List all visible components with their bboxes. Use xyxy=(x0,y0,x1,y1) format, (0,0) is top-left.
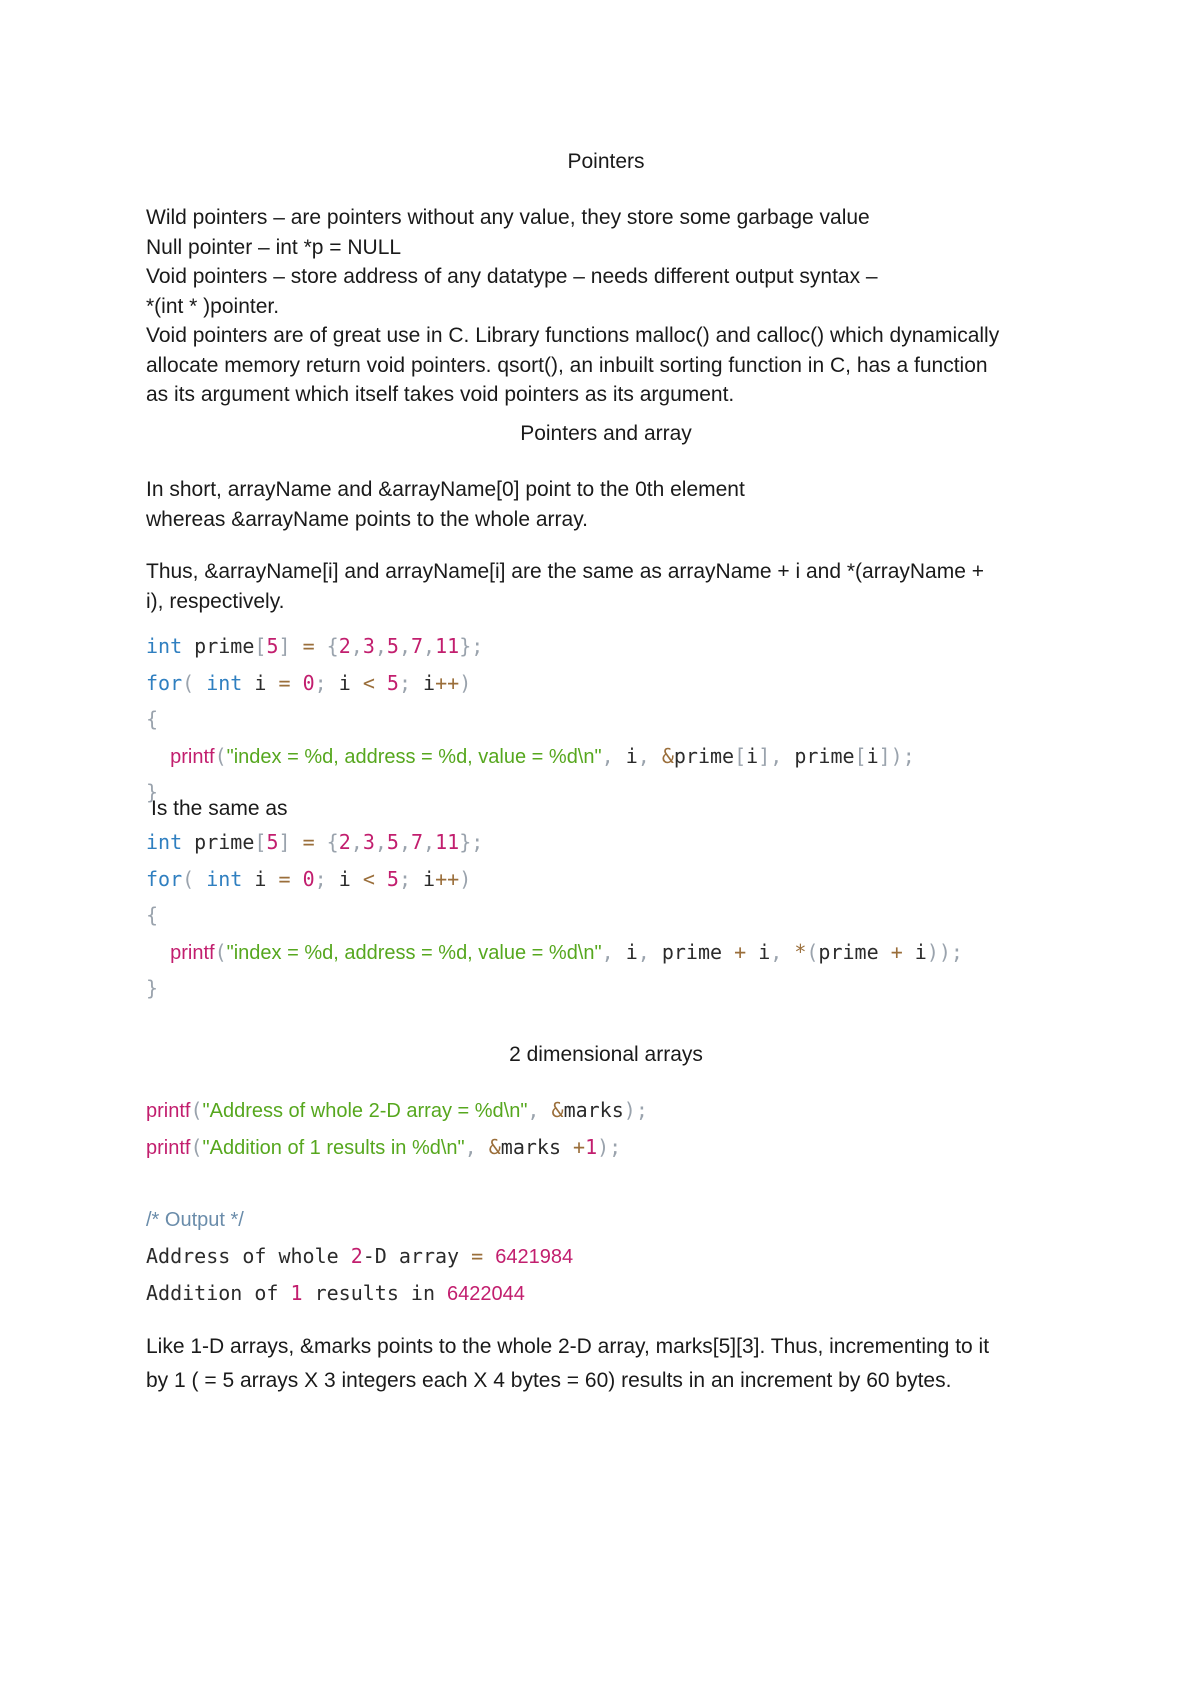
code-token: ++ xyxy=(435,866,460,891)
code-token: i xyxy=(625,939,638,964)
code-token: i xyxy=(914,939,927,964)
code-token: [ xyxy=(854,743,867,768)
code-line xyxy=(146,934,1096,971)
code-token: = xyxy=(302,830,315,854)
code-token: ( xyxy=(190,1134,203,1159)
code-token: 1 xyxy=(290,1280,303,1305)
text-line: as its argument which itself takes void pointers as its argument. xyxy=(146,383,735,406)
code-token: 11 xyxy=(435,830,460,854)
code-token: & xyxy=(661,743,674,768)
code-token: , xyxy=(464,1134,477,1159)
code-token: ]); xyxy=(878,743,915,768)
code-line: { xyxy=(146,707,159,731)
text-line: Is the same as xyxy=(151,797,288,820)
code-token: i xyxy=(254,866,267,891)
code-token: marks xyxy=(500,1134,561,1159)
code-token: ); xyxy=(597,1134,622,1159)
code-line xyxy=(146,1165,1096,1202)
code-token: "index = %d, address = %d, value = %d\n" xyxy=(226,941,602,964)
code-token: "Addition of 1 results in %d\n" xyxy=(202,1136,465,1159)
code-token: i xyxy=(758,939,771,964)
code-token: 5 xyxy=(386,866,399,891)
code-token: "Address of whole 2-D array = %d\n" xyxy=(202,1100,528,1122)
code-token: 2 xyxy=(338,634,351,658)
code-line xyxy=(146,628,1096,665)
code-token: Address of whole xyxy=(146,1244,351,1268)
code-token: < xyxy=(362,866,375,891)
code-token: ( xyxy=(214,939,227,964)
code-token: 5 xyxy=(266,830,279,854)
code-line xyxy=(146,738,1096,775)
code-token: for xyxy=(146,670,183,695)
code-token: + xyxy=(734,939,747,964)
code-token: i xyxy=(866,743,879,768)
code-token: [ xyxy=(734,743,747,768)
code-token: 3 xyxy=(362,830,375,854)
code-token: printf xyxy=(170,745,215,768)
code-token: int xyxy=(206,670,243,695)
code-token: ( xyxy=(806,939,819,964)
heading-2d-arrays: 2 dimensional arrays xyxy=(509,1043,703,1066)
code-token: i xyxy=(338,866,351,891)
code-token: 6421984 xyxy=(495,1246,574,1268)
code-token: , xyxy=(374,634,387,658)
text-line: Thus, &arrayName[i] and arrayName[i] are the same as arrayName + i and *(arrayName + xyxy=(146,560,985,583)
code-token: 5 xyxy=(386,634,399,658)
code-token: { xyxy=(326,634,339,658)
code-token: ], xyxy=(758,743,783,768)
code-token: 2 xyxy=(338,830,351,854)
code-token: , xyxy=(527,1098,540,1122)
code-token: int xyxy=(206,866,243,891)
code-token: [ xyxy=(254,830,267,854)
code-token: int xyxy=(146,634,183,658)
text-line: In short, arrayName and &arrayName[0] point to the 0th element xyxy=(146,478,745,501)
code-token: , xyxy=(423,634,436,658)
code-token: printf xyxy=(170,941,215,964)
code-token: printf xyxy=(146,1100,191,1122)
code-comment: /* Output */ xyxy=(146,1208,244,1231)
code-token: 6422044 xyxy=(447,1282,525,1305)
code-token: ; xyxy=(398,866,411,891)
code-token: ] xyxy=(278,830,291,854)
code-token: ( xyxy=(190,1098,203,1122)
code-token: prime xyxy=(194,830,255,854)
code-token: & xyxy=(551,1098,564,1122)
code-token: 0 xyxy=(302,670,315,695)
code-token: }; xyxy=(459,634,484,658)
code-block-subscript xyxy=(146,628,1096,811)
text-line: by 1 ( = 5 arrays X 3 integers each X 4 bytes = 60) results in an increment by 60 bytes. xyxy=(146,1369,952,1392)
code-token: i xyxy=(423,670,436,695)
code-line xyxy=(146,1092,1096,1129)
code-line xyxy=(146,1238,1096,1275)
code-line: } xyxy=(146,780,159,804)
text-line: *(int * )pointer. xyxy=(146,294,280,318)
code-token: int xyxy=(146,830,183,854)
code-token: printf xyxy=(146,1136,191,1159)
code-token: 3 xyxy=(362,634,375,658)
code-token: = xyxy=(471,1244,484,1268)
code-token: ; xyxy=(398,670,411,695)
code-token: ( xyxy=(182,866,195,891)
code-token: "index = %d, address = %d, value = %d\n" xyxy=(226,745,602,768)
pointers-types-paragraph xyxy=(146,203,1066,410)
code-token: marks xyxy=(563,1098,624,1122)
code-token: + xyxy=(573,1134,586,1159)
text-line: Void pointers are of great use in C. Library functions malloc() and calloc() which dynamically xyxy=(146,324,1000,347)
code-block-2d-array xyxy=(146,1092,1096,1311)
text-line: Void pointers – store address of any datatype – needs different output syntax – xyxy=(146,265,878,288)
code-token: 11 xyxy=(435,634,460,658)
code-token: 5 xyxy=(386,670,399,695)
text-line: Like 1-D arrays, &marks points to the whole 2-D array, marks[5][3]. Thus, incrementing to it xyxy=(146,1335,990,1358)
code-token: i xyxy=(625,743,638,768)
code-token: , xyxy=(350,634,363,658)
code-token: , xyxy=(350,830,363,854)
code-token: { xyxy=(326,830,339,854)
code-token: i xyxy=(423,866,436,891)
code-token: + xyxy=(890,939,903,964)
text-line: whereas &arrayName points to the whole array. xyxy=(146,507,588,531)
code-line xyxy=(146,861,1096,898)
code-token: , xyxy=(637,939,650,964)
text-line: Null pointer – int *p = NULL xyxy=(146,235,402,259)
code-token: ); xyxy=(623,1098,648,1122)
code-token: for xyxy=(146,866,183,891)
code-token: , xyxy=(374,830,387,854)
code-token: ++ xyxy=(435,670,460,695)
code-token: , xyxy=(398,634,411,658)
code-token: ) xyxy=(459,866,472,891)
heading-pointers-and-array: Pointers and array xyxy=(520,422,692,445)
code-token: * xyxy=(794,939,807,964)
code-token: i xyxy=(338,670,351,695)
code-token: < xyxy=(362,670,375,695)
code-token: -D array xyxy=(362,1244,472,1268)
code-line xyxy=(146,1129,1096,1166)
code-token: ( xyxy=(214,743,227,768)
code-token: 5 xyxy=(266,634,279,658)
text-line: allocate memory return void pointers. qsort(), an inbuilt sorting function in C, has a function xyxy=(146,353,988,377)
text-line: Wild pointers – are pointers without any value, they store some garbage value xyxy=(146,206,870,229)
code-token: ) xyxy=(459,670,472,695)
code-token: }; xyxy=(459,830,484,854)
is-the-same-as-text xyxy=(151,794,1071,824)
code-token: = xyxy=(302,634,315,658)
code-token: prime xyxy=(673,743,735,768)
array-intro-paragraph xyxy=(146,475,1066,534)
code-line: } xyxy=(146,976,159,1000)
code-token: prime xyxy=(818,939,879,964)
code-token: , xyxy=(770,939,783,964)
code-token: , xyxy=(601,743,614,768)
heading-pointers: Pointers xyxy=(567,150,645,173)
code-token: Addition of xyxy=(146,1280,291,1305)
code-token: ; xyxy=(314,866,327,891)
text-line: i), respectively. xyxy=(146,589,285,613)
code-token: )); xyxy=(926,939,963,964)
code-line xyxy=(146,1275,1096,1312)
code-token: 1 xyxy=(585,1134,598,1159)
code-token: 7 xyxy=(411,830,424,854)
code-line xyxy=(146,824,1096,861)
code-token: ] xyxy=(278,634,291,658)
code-token: results in xyxy=(302,1280,448,1305)
code-line: { xyxy=(146,903,159,927)
array-equivalence-paragraph xyxy=(146,557,1066,616)
code-token: [ xyxy=(254,634,267,658)
code-token: & xyxy=(488,1134,501,1159)
code-token: 0 xyxy=(302,866,315,891)
marks-explanation-paragraph xyxy=(146,1330,1066,1398)
code-token: , xyxy=(637,743,650,768)
code-token: 5 xyxy=(386,830,399,854)
code-token: 7 xyxy=(411,634,424,658)
code-line xyxy=(146,665,1096,702)
code-token: prime xyxy=(794,743,855,768)
code-token: , xyxy=(398,830,411,854)
code-token: 2 xyxy=(350,1244,363,1268)
code-token: , xyxy=(601,939,614,964)
code-token: prime xyxy=(194,634,255,658)
code-block-pointer-arithmetic xyxy=(146,824,1096,1007)
code-token: = xyxy=(278,670,291,695)
code-token: i xyxy=(746,743,759,768)
code-token: ; xyxy=(314,670,327,695)
code-token: , xyxy=(423,830,436,854)
code-token: i xyxy=(254,670,267,695)
code-token: = xyxy=(278,866,291,891)
code-token: ( xyxy=(182,670,195,695)
code-token: prime xyxy=(661,939,723,964)
